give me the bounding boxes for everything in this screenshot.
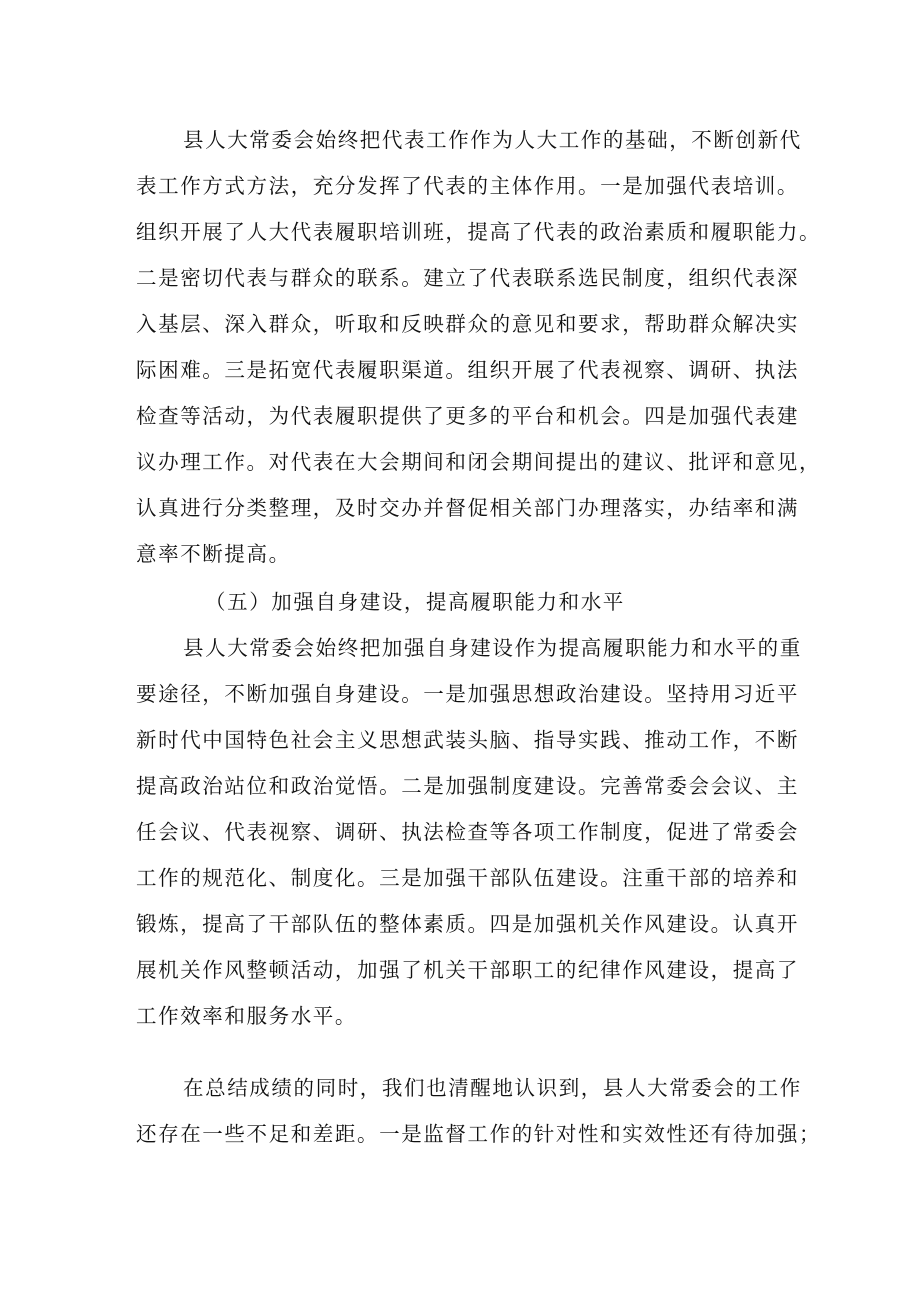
paragraph-line: 展机关作风整顿活动，加强了机关干部职工的纪律作风建设，提高了 [136,958,799,982]
paragraph-line: 入基层、深入群众，听取和反映群众的意见和要求，帮助群众解决实 [136,312,799,336]
paragraph-line: 表工作方式方法，充分发挥了代表的主体作用。一是加强代表培训。 [136,174,799,198]
paragraph-line: 意率不断提高。 [136,542,291,566]
paragraph-line: 锻炼，提高了干部队伍的整体素质。四是加强机关作风建设。认真开 [136,912,799,936]
paragraph-line: 工作的规范化、制度化。三是加强干部队伍建设。注重干部的培养和 [136,866,799,890]
paragraph-line: 工作效率和服务水平。 [136,1004,357,1028]
paragraph-line: 县人大常委会始终把代表工作作为人大工作的基础，不断创新代 [183,128,802,152]
paragraph-line: 认真进行分类整理，及时交办并督促相关部门办理落实，办结率和满 [136,496,799,520]
paragraph-line: 议办理工作。对代表在大会期间和闭会期间提出的建议、批评和意见， [136,450,822,474]
paragraph-line: 提高政治站位和政治觉悟。二是加强制度建设。完善常委会会议、主 [136,774,799,798]
paragraph-line: 县人大常委会始终把加强自身建设作为提高履职能力和水平的重 [183,636,802,660]
paragraph-line: 新时代中国特色社会主义思想武装头脑、指导实践、推动工作，不断 [136,728,799,752]
paragraph-line: 还存在一些不足和差距。一是监督工作的针对性和实效性还有待加强； [136,1122,822,1146]
paragraph-line: 检查等活动，为代表履职提供了更多的平台和机会。四是加强代表建 [136,404,799,428]
section-heading: （五）加强自身建设，提高履职能力和水平 [205,590,625,614]
paragraph-line: 组织开展了人大代表履职培训班，提高了代表的政治素质和履职能力。 [136,220,822,244]
paragraph-line: 二是密切代表与群众的联系。建立了代表联系选民制度，组织代表深 [136,266,799,290]
paragraph-line: 在总结成绩的同时，我们也清醒地认识到，县人大常委会的工作 [183,1076,802,1100]
paragraph-line: 要途径，不断加强自身建设。一是加强思想政治建设。坚持用习近平 [136,682,799,706]
paragraph-line: 任会议、代表视察、调研、执法检查等各项工作制度，促进了常委会 [136,820,799,844]
paragraph-line: 际困难。三是拓宽代表履职渠道。组织开展了代表视察、调研、执法 [136,358,799,382]
